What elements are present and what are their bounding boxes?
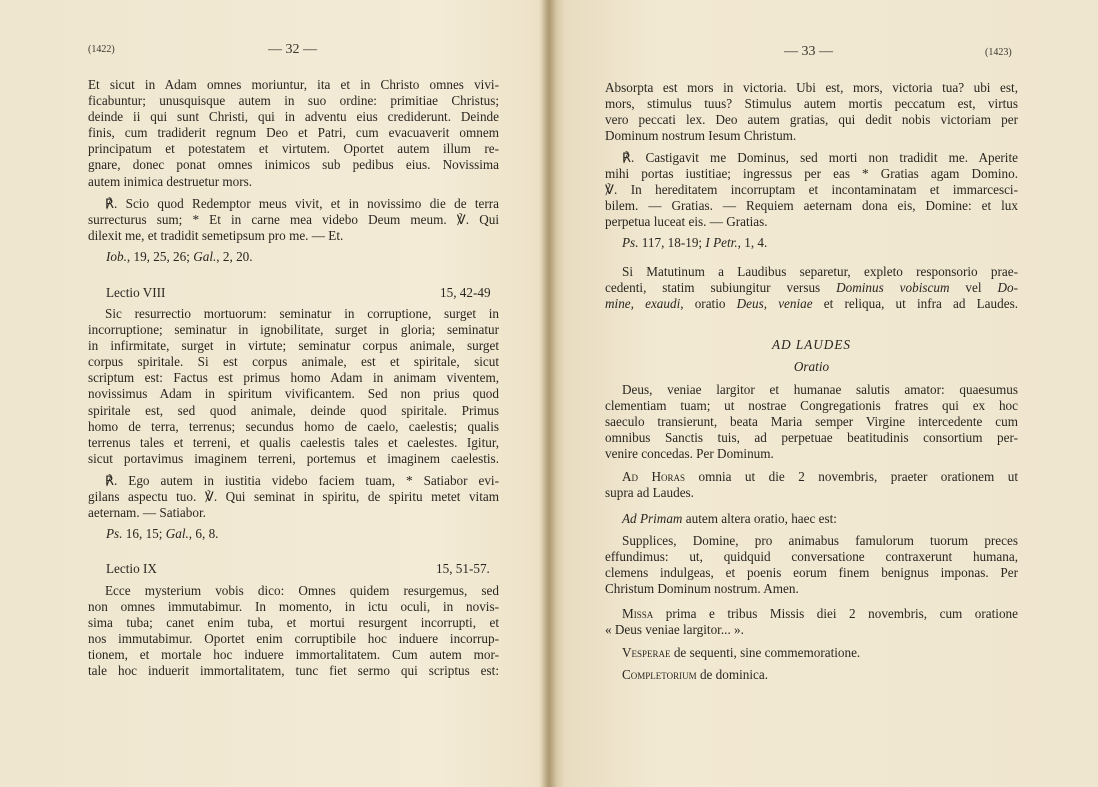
rubric-smallcaps: Ad Horas <box>622 469 686 484</box>
text-line: ficabuntur; unusquisque autem in suo ordine: primitiae Christus; <box>88 93 499 109</box>
rubric-italic: mine, exaudi <box>605 296 681 312</box>
text-line: Et sicut in Adam omnes moriuntur, ita et in Christo omnes vivi- <box>88 77 499 92</box>
left-responsory-2 <box>88 473 499 521</box>
text-line: novissimus Adam in spiritum vivificantem. Sed non prius quod <box>88 386 499 402</box>
text-line: sima tuba; canet enim tuba, et mortui resurgent incorrupti, et <box>88 615 499 631</box>
rubric-smallcaps: Vesperae <box>622 645 671 660</box>
text-line: venire concedas. Per Dominum. <box>605 446 774 462</box>
text-line: gnare, donec ponat omnes inimicos sub pedibus eius. Novissima <box>88 157 499 173</box>
rubric-text: cedenti, statim subiungitur versus <box>605 280 837 296</box>
text-line: tale hoc induerit immortalitatem, tunc fiet sermo qui scriptus est: <box>88 663 499 679</box>
right-rubric-completorium <box>622 667 1018 683</box>
text-line: Christum Dominum nostrum. Amen. <box>605 581 799 597</box>
text-line <box>605 280 1018 296</box>
lectio-viii-title: Lectio VIII <box>106 285 166 300</box>
ref-book: Gal. <box>193 249 217 264</box>
rubric-italic: Ad Primam <box>622 511 683 526</box>
left-paragraph-2 <box>88 306 499 467</box>
text-line: sicut portavimus imaginem terreni, portemus et imaginem caelestis. <box>88 450 499 466</box>
text-line: « Deus veniae largitor... ». <box>605 622 744 638</box>
text-line: incorruptione; seminatur in ignobilitate, surget in gloria; seminatur <box>88 322 499 338</box>
ref-book: Iob. <box>106 249 127 264</box>
right-rubric-matutinum <box>605 264 1018 312</box>
rubric-text: de sequenti, sine commemoratione. <box>670 645 861 660</box>
rubric-text: omnia ut die 2 novembris, praeter orationem ut <box>685 469 1018 484</box>
text-line: in infirmitate, surget in virtute; seminatur corpus animale, surget <box>88 338 499 354</box>
text-line: aeternam. — Satiabor. <box>88 505 206 521</box>
left-responsory-1 <box>88 196 499 244</box>
right-paragraph-1 <box>605 80 1018 144</box>
text-line: surrecturus sum; * Et in carne mea videbo Deum meum. ℣. Qui <box>88 212 499 228</box>
text-line: Si Matutinum a Laudibus separetur, expleto responsorio prae- <box>622 264 1018 279</box>
left-margin-number: (1422) <box>88 44 115 55</box>
ref-book: Ps. <box>106 526 123 541</box>
rubric-text: , oratio <box>680 296 737 312</box>
rubric-text: et reliqua, ut infra ad Laudes. <box>812 296 1019 312</box>
lectio-ix-reference: 15, 51-57. <box>436 561 490 576</box>
rubric-italic: Dominus vobiscum <box>836 280 950 296</box>
rubric-text: prima e tribus Missis diei 2 novembris, cum oratione <box>653 606 1018 621</box>
text-line: autem inimica destruetur mors. <box>88 173 253 189</box>
rubric-text: de dominica. <box>696 667 769 682</box>
text-line: deinde ii qui sunt Christi, qui in adventu eius crediderunt. Deinde <box>88 109 499 125</box>
text-line: Absorpta est mors in victoria. Ubi est, mors, victoria tua? ubi est, <box>605 80 1018 95</box>
text-line: spiritale est, sed quod animale, deinde quod spiritale. Primus <box>88 402 499 418</box>
rubric-italic: Do- <box>997 280 1018 296</box>
text-line: gilans aspectu tuo. ℣. Qui seminat in spiritu, de spiritu metet vitam <box>88 489 499 505</box>
rubric-italic: Deus, veniae <box>736 296 813 312</box>
rubric-text: autem altera oratio, haec est: <box>682 511 837 526</box>
text-line: effundimus: ut, quidquid conversatione contraxerunt humana, <box>605 549 1018 565</box>
ref-book: Ps. <box>622 235 639 250</box>
text-line: principatum et potestatem et virtutem. Oportet autem illum re- <box>88 141 499 157</box>
text-line: perpetua luceat eis. — Gratias. <box>605 214 768 230</box>
text-line: clementiam tuam; ut nostrae Congregationis fratres qui ex hoc <box>605 398 1018 414</box>
ref-verse: , 2, 20. <box>216 249 253 264</box>
right-responsory-1 <box>605 150 1018 230</box>
left-page-number: — 32 — <box>268 42 317 57</box>
text-line: Sic resurrectio mortuorum: seminatur in corruptione, surget in <box>105 306 499 321</box>
text-line: bilem. — Gratias. — Requiem aeternam dona eis, Domine: et lux <box>605 198 1018 214</box>
ref-verse: 117, 18-19; <box>638 235 706 250</box>
text-line: homo de terra, terrenus; secundus homo de caelo, caelestis; qualis <box>88 418 499 434</box>
right-margin-number: (1423) <box>985 47 1012 58</box>
text-line: Deus, veniae largitor et humanae salutis amator: quaesumus <box>622 382 1018 397</box>
text-line: mihi portas iustitiae; ingressus per eas * Gratias agam Domino. <box>605 166 1018 182</box>
text-line: terrenus tales et terreni, et qualis caelestis tales et caelestes. Igitur, <box>88 434 499 450</box>
right-rubric-ad-horas <box>605 469 1018 501</box>
text-line: ℟. Ego autem in iustitia videbo faciem tuam, * Satiabor evi- <box>105 473 499 488</box>
text-line: Supplices, Domine, pro animabus famulorum tuorum preces <box>622 533 1018 548</box>
text-line: tionem, et mortale hoc induere immortalitatem. Cum autem mor- <box>88 647 499 663</box>
text-line: dilexit me, et tradidit semetipsum pro me. — Et. <box>88 228 344 244</box>
text-line: mors, stimulus tuus? Stimulus autem mortis peccatum est, virtus <box>605 96 1018 112</box>
text-line <box>605 606 1018 622</box>
text-line: ℣. In hereditatem incorruptam et incontaminatam et immarcesci- <box>605 182 1018 198</box>
lectio-viii-reference: 15, 42-49 <box>440 285 491 300</box>
text-line: corpus spiritale. Si est corpus animale, est et spiritale, sicut <box>88 354 499 370</box>
text-line: scriptum est: Factus est primus homo Adam in animam viventem, <box>88 370 499 386</box>
ad-laudes-heading: AD LAUDES <box>772 337 851 352</box>
text-line: saeculo transierunt, beata Maria semper Virgine intercedente cum <box>605 414 1018 430</box>
text-line: non omnes immutabimur. In momento, in ictu oculi, in novis- <box>88 599 499 615</box>
text-line: clemens indulgeas, et poenis eorum finem benignus imponas. Per <box>605 565 1018 581</box>
ref-book: I Petr. <box>705 235 738 250</box>
right-page-number: — 33 — <box>784 44 833 59</box>
right-prayer-1 <box>605 382 1018 462</box>
ref-book: Gal. <box>165 526 189 541</box>
ref-verse: , 6, 8. <box>188 526 219 541</box>
text-line: ℟. Castigavit me Dominus, sed morti non tradidit me. Aperite <box>622 150 1018 165</box>
rubric-smallcaps: Completorium <box>622 667 697 682</box>
right-reference-1 <box>622 235 922 251</box>
text-line: ℟. Scio quod Redemptor meus vivit, et in novissimo die de terra <box>105 196 499 211</box>
text-line: nos immutabimur. Oportet enim corruptibile hoc induere incorrup- <box>88 631 499 647</box>
right-prayer-2 <box>605 533 1018 597</box>
text-line: omnibus Sanctis tuis, ad perpetuae beatitudinis consortium per- <box>605 430 1018 446</box>
text-line: Ecce mysterium vobis dico: Omnes quidem resurgemus, sed <box>105 583 499 598</box>
left-paragraph-1 <box>88 77 499 190</box>
left-reference-1 <box>106 249 406 265</box>
ref-verse: , 19, 25, 26; <box>126 249 194 264</box>
text-line: Dominum nostrum Iesum Christum. <box>605 128 797 144</box>
oratio-heading: Oratio <box>793 359 830 374</box>
ref-verse: , 1, 4. <box>737 235 768 250</box>
right-rubric-missa <box>605 606 1018 638</box>
left-paragraph-3 <box>88 583 499 680</box>
lectio-ix-title: Lectio IX <box>106 561 157 576</box>
text-line: finis, cum tradiderit regnum Deo et Patri, cum evacuaverit omnem <box>88 125 499 141</box>
rubric-text: vel <box>949 280 998 296</box>
text-line <box>605 469 1018 485</box>
text-line <box>605 296 1018 312</box>
text-line: vero peccati lex. Deo autem gratias, qui dedit nobis victoriam per <box>605 112 1018 128</box>
rubric-smallcaps: Missa <box>622 606 654 621</box>
right-rubric-vesperae <box>622 645 1018 661</box>
ref-verse: 16, 15; <box>122 526 166 541</box>
left-reference-2 <box>106 526 406 542</box>
text-line: supra ad Laudes. <box>605 485 694 501</box>
right-rubric-ad-primam <box>622 511 1018 527</box>
right-page <box>549 0 1098 787</box>
